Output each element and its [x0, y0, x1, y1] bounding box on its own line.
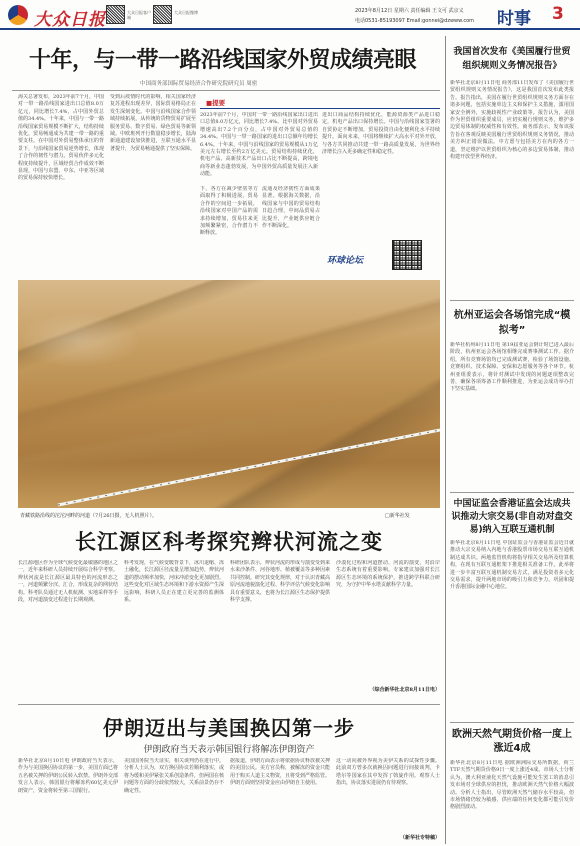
- right-article-4-body: 新华社北京8月11日电 据欧洲洲际交易所数据，荷兰TTF天然气期货价格9日一度上涨近4成。市场人士分析认为，澳大利亚液化天然气设施可能发生罢工的消息引发市场对全球供应的担忧，推动欧洲天然气价格大幅波动。分析人士指出，尽管欧洲天然气储存水平较高，但市场情绪仍较为敏感，供应端的任何变化都可能引发价格剧烈波动。: [450, 760, 574, 811]
- right-article-3-title[interactable]: 中国证监会香港证监会达成共识推动大宗交易(非自动对盘交易)纳入互联互通机制: [451, 499, 573, 535]
- right-article-4-title[interactable]: 欧洲天然气期货价格一度上涨近4成: [452, 729, 572, 754]
- iran-headline[interactable]: 伊朗迈出与美国换囚第一步: [103, 716, 355, 740]
- huanqiu-forum-label: 环球论坛: [327, 256, 364, 266]
- divider: [450, 722, 574, 723]
- section-title: 时事: [497, 9, 531, 29]
- lead-headline[interactable]: 十年，与一带一路沿线国家外贸成绩亮眼: [28, 48, 416, 73]
- right-article-1-title[interactable]: 我国首次发布《美国履行世贸组织规则义务情况报告》: [453, 47, 571, 71]
- iran-col-1: 新华社北京8月10日电 伊朗政府当天表示，作为与美国换囚协议的第一步，美国方面已将五名被关押的伊朗公民转入软禁。伊朗外交部发言人表示，韩国银行将解冻约60亿美元伊朗资产，资金将转至第三国银行。: [18, 758, 118, 794]
- masthead-bar: [0, 0, 580, 30]
- right-article-3-body: 新华社北京8月11日电 中国证监会与香港证监会近日就推动大宗交易纳入内地与香港股票市场交易互联互通机制达成共识。两地监管机构将指导相关交易所及结算机构，在现有互联互通框架下推进相关准备工作。此举将进一步丰富互联互通机制交易方式，满足投资者多元化交易需求，提升两地市场的吸引力和竞争力，巩固和提升香港国际金融中心地位。: [450, 540, 574, 591]
- lead-col-1: 海关总署发布，2023年前7个月，中国对一带一路沿线国家进出口总值8.0万亿元，同比增长7.4%，占中国外贸总值的34.4%。十年来，中国与一带一路沿线国家贸易规模不断扩大，结构持续优化，贸易畅通成为共建一带一路的重要支柱。在中国对外贸易整体承压的背景下，与沿线国家贸易逆势增长，体现了合作的韧性与潜力。贸易伙伴多元化程度持续提升，区域经贸合作成效不断显现，中国与东盟、中东、中亚等区域的贸易保持较快增长。: [18, 94, 104, 182]
- qr2-label: 大众日报微博: [174, 10, 198, 15]
- lead-col-3: 2023年前7个月，中国对一带一路沿线国家出口进出口总值8.0万亿元，同比增长7.4%。比中国对外贸易增速高出7.2个百分点，占中国对外贸易总值的34.4%。中国与一带一路国家的进出口总额年均增长6.4%。十年来，中国与沿线国家的贸易规模从1万亿美元左右增长至约2万亿美元。贸易结构持续优化，机电产品、高新技术产品出口占比不断提高，跨境电商等新业态蓬勃发展，为中国外贸高质量发展注入新动能。: [200, 112, 318, 178]
- right-article-2-body: 新华社杭州8月11日电 第19届亚运会倒计时已进入最后阶段，杭州亚运会各场馆相继完成赛事测试工作。据介绍，所有竞赛场馆均已完成测试赛，检验了场馆设施、竞赛组织、技术保障、安保和志愿服务等各个环节。杭州亚组委表示，将针对测试中发现的问题逐项整改完善，确保各项筹备工作顺利推进，为亚运会成功举办打下坚实基础。: [450, 342, 574, 393]
- iran-col-4: 这一动向被外界视为美伊关系的试探性步骤。此前双方曾多次就换囚问题进行间接谈判，卡塔尔等国家在其中发挥了斡旋作用。观察人士指出，协议落实进展仍有待观察。: [336, 758, 440, 787]
- date-line: 2023年8月12日 星期六 责任编辑 王文可 武京义: [355, 8, 464, 14]
- divider: [200, 108, 440, 109]
- river-photo: [18, 280, 440, 508]
- column-divider: [445, 36, 446, 844]
- yangtze-headline[interactable]: 长江源区科考探究辫状河流之变: [75, 529, 383, 554]
- yangtze-col-4: 沙漠化过程和河道摆动，河流的演变，对沿岸生态系统有着重要影响。专家建议加强对长江源区生态环境的系统保护，推进跨学科联合研究，为守护中华水塔贡献科学力量。: [336, 560, 440, 589]
- divider: [18, 704, 440, 705]
- railway-line-icon: [18, 280, 440, 508]
- weibo-qr-icon[interactable]: [153, 5, 172, 24]
- lead-col-2: 受到后疫情时代的影响，相关国家经济复苏进程出现差异，国际贸易格局正在发生深刻变化。中国与沿线国家合作领域持续拓展，从传统的货物贸易扩展至服务贸易、数字贸易、绿色贸易等新领域。中欧班列开行数量稳步增长，陆海新通道建设加快推进，互联互通水平显著提升，为贸易畅通提供了坚实保障。: [110, 94, 196, 152]
- lead-col-4: 进出口商品结构持续优化，能源资源类产品进口稳定，机电产品出口保持增长。中国与沿线国家签署的自贸协定不断增加，贸易投资自由化便利化水平持续提升。面向未来，中国将继续扩大高水平对外开放，与各方共同推动共建一带一路高质量发展，为世界经济增长注入更多确定性和稳定性。: [322, 112, 440, 156]
- divider: [450, 492, 574, 493]
- newspaper-logo-icon: [8, 5, 28, 25]
- page-number: 3: [552, 4, 564, 24]
- client-qr-icon[interactable]: [106, 5, 125, 24]
- divider: [12, 90, 440, 91]
- yangtze-col-2: 科考发现，在气候变暖背景下，冰川退缩、冻土融化，长江源区径流量呈增加趋势，辫状河道的摆动频率加快，河床冲淤变化更加剧烈。这些变化对区域生态环境和下游水资源产生深远影响，科研人员正在建立更完善的监测体系。: [124, 560, 224, 604]
- photo-credit: □新华社发: [385, 513, 410, 519]
- iran-col-2: 美国国务院当天证实，相关谈判仍在进行中。分析人士认为，双方换囚协议若顺利落实，或将为缓和美伊紧张关系创造条件，但两国在核问题等方面的分歧依然较大，关系前景仍存不确定性。: [124, 758, 224, 794]
- photo-caption: 青藏铁路沿线的沱沱河畔的河道（7月26日摄，无人机照片）。: [20, 513, 158, 519]
- iran-subtitle: 伊朗政府当天表示韩国银行将解冻伊朗资产: [143, 745, 315, 755]
- yangtze-col-1: 长江源地区作为全球气候变化最敏感的地区之一，近年来科研人员持续开展综合科学考察。辫状河流是长江源区最具特色的河流形态之一，河道频繁分汊、汇合，形成复杂的网状结构。科考队员通过无人机航测、实地采样等手段，对河道演变过程进行长期观测。: [18, 560, 118, 604]
- tiyao-label: ■提要: [206, 99, 226, 107]
- right-article-2-title[interactable]: 杭州亚运会各场馆完成“模拟考”: [453, 310, 571, 336]
- lead-col-5: 下，各方在减少壁垒等方面取得了积极进展，贸易合作的空间进一步拓展，沿线国家对中国产品的需求持续增加，贸易往来更加频繁紧密，合作潜力不断释放。: [200, 186, 258, 237]
- lead-source: 中国商务部国际贸易经济合作研究院研究员 周密: [140, 81, 258, 87]
- iran-note: （新华社专特稿）: [399, 835, 440, 841]
- lead-col-6: 流通及经济韧性方面成果显著。根据海关数据，沿线国家与中国的贸易结构日趋合理，中间品贸易占比提升，产业链供应链合作不断深化。: [262, 186, 320, 230]
- yangtze-note: （综合新华社北京8月11日电）: [369, 687, 440, 693]
- article-qr-icon[interactable]: [392, 240, 422, 270]
- qr1-label: 大众日报客户端: [127, 10, 151, 20]
- yangtze-col-3: 科研团队表示，辫状河流的形成与演变受到来水来沙条件、河谷地形、植被覆盖等多种因素共同控制。研究其变化规律，对于认识青藏高原河流地貌演化过程、科学评估气候变化影响具有重要意义，也将为长江源区生态保护提供科学支撑。: [230, 560, 330, 604]
- masthead-title: 大众日报: [34, 10, 106, 30]
- contact-line: 电话0531-85193097 Email:gonnei@dzwww.com: [355, 18, 475, 24]
- divider: [450, 300, 574, 301]
- right-article-1-body: 新华社北京8月11日电 商务部11日发布了《美国履行世贸组织规则义务情况报告》，这是我国首次发布此类报告。报告指出，美国在履行世贸组织规则义务方面存在诸多问题，包括实施单边主义和保护主义措施，滥用国家安全例外，实施歧视性产业政策等。报告认为，美国作为世贸组织重要成员，应切实履行规则义务，维护多边贸易体制的权威性和有效性。商务部表示，发布该报告旨在客观反映美国履行世贸组织规则义务情况，推动美方纠正错误做法。中方愿与包括美方在内的各方一道，坚定维护以世贸组织为核心的多边贸易体制，推动构建开放型世界经济。: [450, 80, 574, 161]
- iran-col-3: 据报道，伊朗方面表示将依据协议释放被关押的美国公民。美方官员称，被解冻的资金只能用于购买人道主义物资，且将受到严格监管。伊朗方面则坚持资金应由伊朗自主使用。: [230, 758, 330, 787]
